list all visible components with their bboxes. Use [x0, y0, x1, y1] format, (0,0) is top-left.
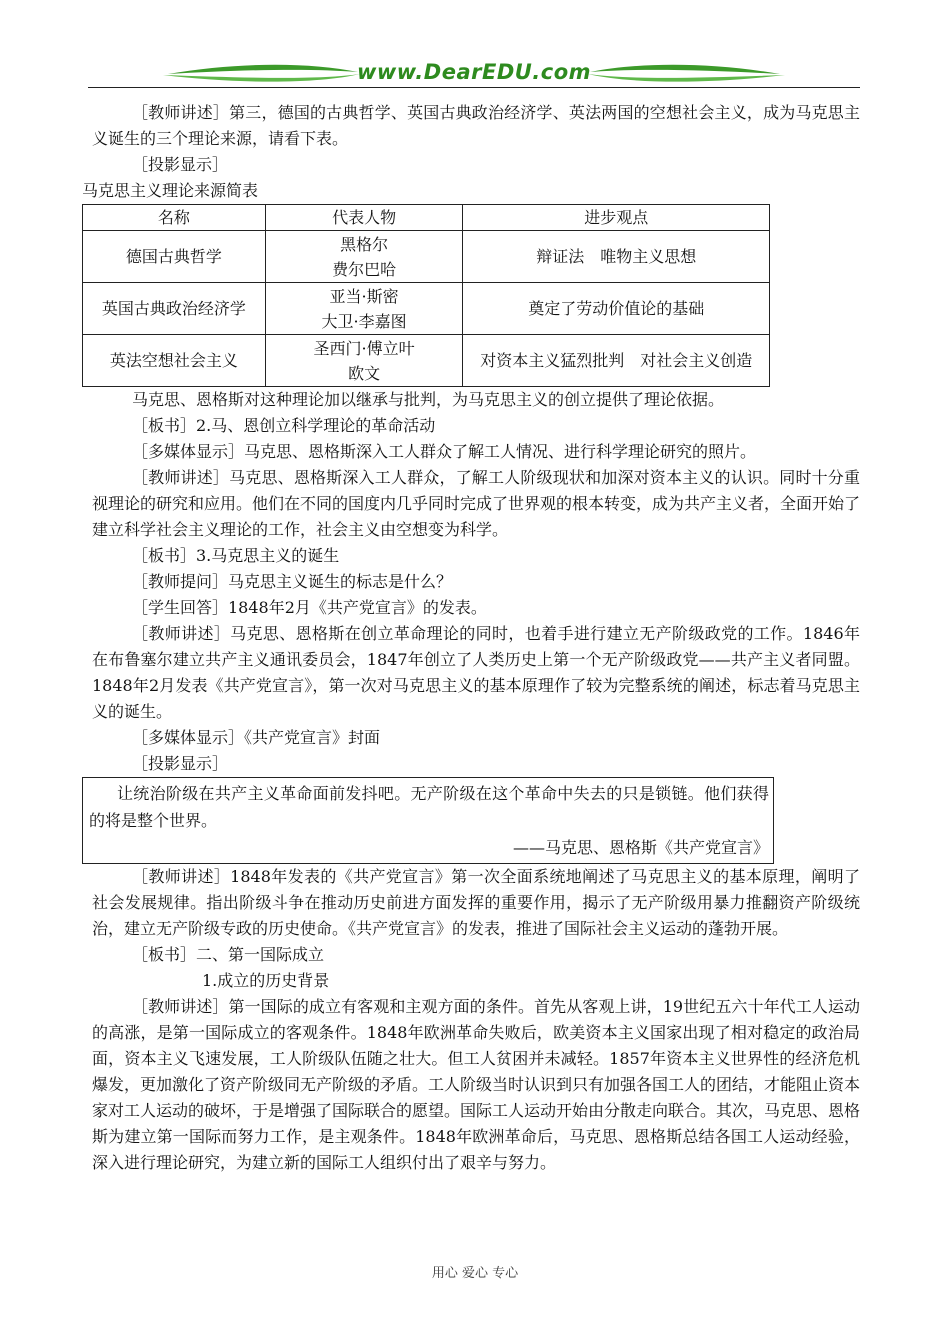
paragraph: ［教师提问］马克思主义诞生的标志是什么？: [132, 572, 453, 591]
theory-source-table: [82, 204, 770, 387]
paragraph: ［板书］二、第一国际成立: [132, 945, 325, 964]
site-logo-text: www.DearEDU.com: [356, 60, 592, 84]
table-cell-name: 英法空想社会主义: [83, 335, 266, 387]
page-footer: 用心 爱心 专心: [431, 1266, 519, 1281]
table-cell-name: 德国古典哲学: [83, 231, 266, 283]
table-row: [83, 335, 770, 387]
paragraph: ［教师讲述］马克思、恩格斯深入工人群众，了解工人阶级现状和加深对资本主义的认识。同时十分重视理论的研究和应用。他们在不同的国度内几乎同时完成了世界观的根本转变，成为共产主义者，全面开始了建立科学社会主义理论的工作，社会主义由空想变为科学。: [92, 468, 861, 539]
quote-source: ——马克思、恩格斯《共产党宣言》: [512, 838, 769, 857]
paragraph: ［投影显示］: [132, 155, 229, 174]
table-row: [83, 283, 770, 335]
header-rule: [88, 87, 860, 88]
table-cell-view: 对资本主义猛烈批判 对社会主义创造: [463, 335, 770, 387]
quote-box: [82, 777, 774, 864]
paragraph: ［板书］2.马、恩创立科学理论的革命活动: [132, 416, 436, 435]
table-header-row: [83, 205, 770, 231]
table-cell-people: 黑格尔 费尔巴哈: [265, 231, 463, 283]
table-cell-people: 亚当·斯密 大卫·李嘉图: [265, 283, 463, 335]
table-row: [83, 231, 770, 283]
table-cell-view: 辩证法 唯物主义思想: [463, 231, 770, 283]
table-cell-view: 奠定了劳动价值论的基础: [463, 283, 770, 335]
paragraph: ［教师讲述］第三，德国的古典哲学、英国古典政治经济学、英法两国的空想社会主义，成为马克思主义诞生的三个理论来源，请看下表。: [92, 103, 860, 148]
paragraph: 马克思、恩格斯对这种理论加以继承与批判，为马克思主义的创立提供了理论依据。: [132, 390, 725, 409]
paragraph: ［板书］3.马克思主义的诞生: [132, 546, 340, 565]
paragraph: ［学生回答］1848年2月《共产党宣言》的发表。: [132, 598, 487, 617]
paragraph: ［教师讲述］第一国际的成立有客观和主观方面的条件。首先从客观上讲，19世纪五六十年代工人运动的高涨，是第一国际成立的客观条件。1848年欧洲革命失败后，欧美资本主义国家出现了相对稳定的政治局面，资本主义飞速发展，工人阶级队伍随之壮大。但工人贫困并未减轻。1857年资本主义世界性的经济危机爆发，更加激化了资产阶级同无产阶级的矛盾。工人阶级当时认识到只有加强各国工人的团结，才能阻止资本家对工人运动的破坏，于是增强了国际联合的愿望。国际工人运动开始由分散走向联合。其次，马克思、恩格斯为建立第一国际而努力工作，是主观条件。1848年欧洲革命后，马克思、恩格斯总结各国工人运动经验，深入进行理论研究，为建立新的国际工人组织付出了艰辛与努力。: [92, 997, 861, 1172]
paragraph: ［教师讲述］马克思、恩格斯在创立革命理论的同时，也着手进行建立无产阶级政党的工作。1846年在布鲁塞尔建立共产主义通讯委员会，1847年创立了人类历史上第一个无产阶级政党——共产主义者同盟。1848年2月发表《共产党宣言》，第一次对马克思主义的基本原理作了较为完整系统的阐述，标志着马克思主义的诞生。: [92, 624, 860, 721]
quote-text: 让统治阶级在共产主义革命面前发抖吧。无产阶级在这个革命中失去的只是锁链。他们获得的将是整个世界。: [89, 784, 769, 830]
page-header: [88, 58, 860, 90]
subheading: 1.成立的历史背景: [202, 971, 330, 990]
table-header-cell: 代表人物: [265, 205, 463, 231]
paragraph: ［多媒体显示］《共产党宣言》封面: [132, 728, 381, 747]
table-cell-people: 圣西门·傅立叶 欧文: [265, 335, 463, 387]
paragraph: ［教师讲述］1848年发表的《共产党宣言》第一次全面系统地阐述了马克思主义的基本原理，阐明了社会发展规律。指出阶级斗争在推动历史前进方面发挥的重要作用，揭示了无产阶级用暴力推翻资产阶级统治，建立无产阶级专政的历史使命。《共产党宣言》的发表，推进了国际社会主义运动的蓬勃开展。: [92, 867, 860, 938]
table-header-cell: 进步观点: [463, 205, 770, 231]
table-caption: 马克思主义理论来源简表: [82, 181, 259, 200]
paragraph: ［投影显示］: [132, 754, 229, 773]
table-header-cell: 名称: [83, 205, 266, 231]
table-cell-name: 英国古典政治经济学: [83, 283, 266, 335]
paragraph: ［多媒体显示］马克思、恩格斯深入工人群众了解工人情况、进行科学理论研究的照片。: [132, 442, 757, 461]
document-body: [82, 100, 861, 1176]
